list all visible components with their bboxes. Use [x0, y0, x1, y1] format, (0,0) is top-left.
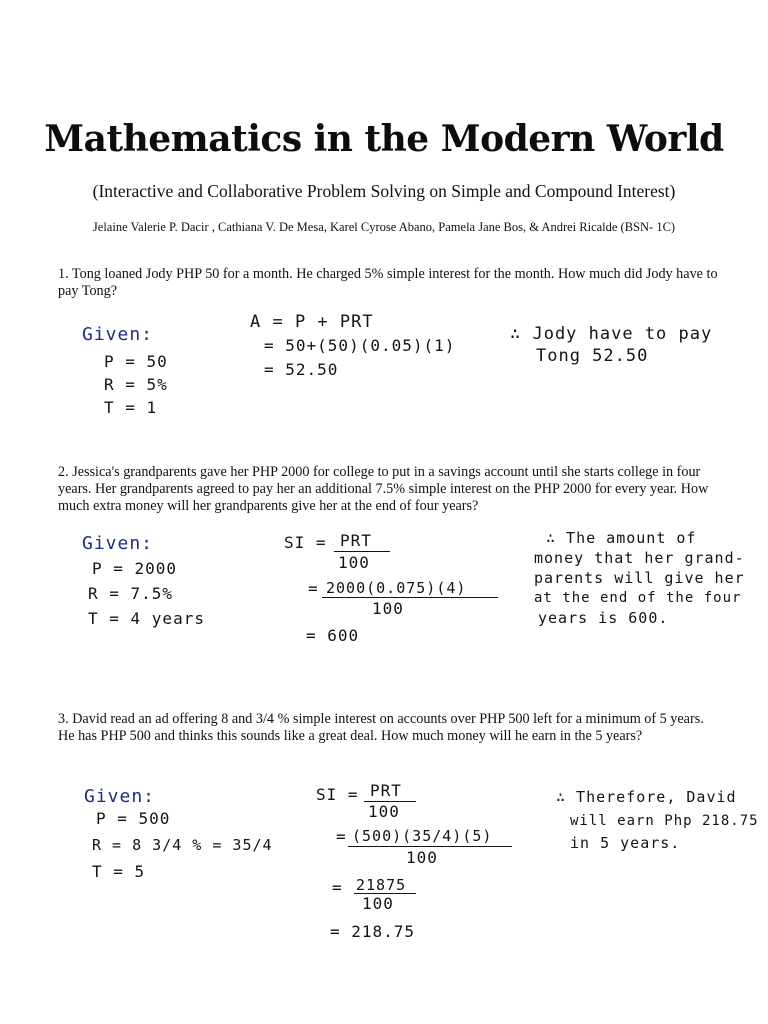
problem-2-answer-line-3: parents will give her [534, 569, 745, 587]
problem-2-step-num: 2000(0.075)(4) [326, 579, 467, 597]
problem-3-given-r: R = 8 3/4 % = 35/4 [92, 836, 273, 854]
problem-1-step: = 50+(50)(0.05)(1) [264, 336, 456, 355]
problem-3-result: = 218.75 [330, 922, 416, 941]
page-subtitle: (Interactive and Collaborative Problem Solving on Simple and Compound Interest) [92, 181, 676, 201]
problem-2-answer-line-4: at the end of the four [534, 590, 742, 606]
problem-3-answer-line-2: will earn Php 218.75 [570, 813, 759, 829]
problem-2-answer-line-5: years is 600. [538, 609, 669, 627]
problem-3-formula-num: PRT [370, 781, 402, 800]
problem-2-given-p: P = 2000 [92, 559, 178, 578]
problem-3-formula-den: 100 [368, 802, 400, 821]
problem-2-formula-num: PRT [340, 531, 372, 550]
problem-2-given-t: T = 4 years [88, 609, 205, 628]
problem-1-given-t: T = 1 [104, 398, 158, 417]
problem-3-step-num: (500)(35/4)(5) [352, 827, 493, 845]
problem-3-step-den: 100 [406, 848, 438, 867]
problem-2-answer-line-1: ∴ The amount of [546, 529, 697, 547]
problem-2-result: = 600 [306, 626, 360, 645]
problem-3-step2-den: 100 [362, 894, 394, 913]
problem-3-answer-line-1: ∴ Therefore, David [556, 788, 737, 806]
problem-2-step-fraction-bar [322, 597, 498, 598]
problem-3-answer-line-3: in 5 years. [570, 834, 681, 852]
problem-1-answer-line-1: ∴ Jody have to pay [510, 324, 713, 344]
problem-1-answer-line-2: Tong 52.50 [536, 346, 649, 366]
problem-3-formula-left: SI = [316, 785, 359, 804]
problem-2-formula-den: 100 [338, 553, 370, 572]
problem-1-given-label: Given: [82, 324, 154, 345]
problem-2-answer-line-2: money that her grand- [534, 549, 745, 567]
problem-1-question: 1. Tong loaned Jody PHP 50 for a month. He charged 5% simple interest for the month. How much did Jody have to pay Tong? [58, 266, 718, 299]
problem-1-result: = 52.50 [264, 360, 339, 379]
problem-2-given-label: Given: [82, 533, 154, 554]
problem-2-step-den: 100 [372, 599, 404, 618]
problem-1-given-r: R = 5% [104, 375, 168, 394]
problem-3-step2-num: 21875 [356, 876, 407, 894]
problem-3-given-label: Given: [84, 786, 156, 807]
problem-3-given-t: T = 5 [92, 862, 146, 881]
page-title: Mathematics in the Modern World [44, 118, 724, 160]
problem-1-formula: A = P + PRT [250, 312, 374, 332]
authors-line: Jelaine Valerie P. Dacir , Cathiana V. De Mesa, Karel Cyrose Abano, Pamela Jane Bos, & Andrei Ricalde (BSN- 1C) [92, 220, 676, 234]
problem-3-question: 3. David read an ad offering 8 and 3/4 % simple interest on accounts over PHP 500 left for a minimum of 5 years. He has PHP 500 and thinks this sounds like a great deal. How much money will he earn in the 5 years? [58, 711, 704, 744]
problem-2-question: 2. Jessica's grandparents gave her PHP 2000 for college to put in a savings account until she starts college in four years. Her grandparents agreed to pay her an additional 7.5% simple interest on the PHP 2000 for every year. How much extra money will her grandparents give her at the end of four years? [58, 464, 709, 514]
problem-3-given-p: P = 500 [96, 809, 171, 828]
problem-2-formula-left: SI = [284, 533, 327, 552]
problem-1-given-p: P = 50 [104, 352, 168, 371]
problem-2-given-r: R = 7.5% [88, 584, 174, 603]
